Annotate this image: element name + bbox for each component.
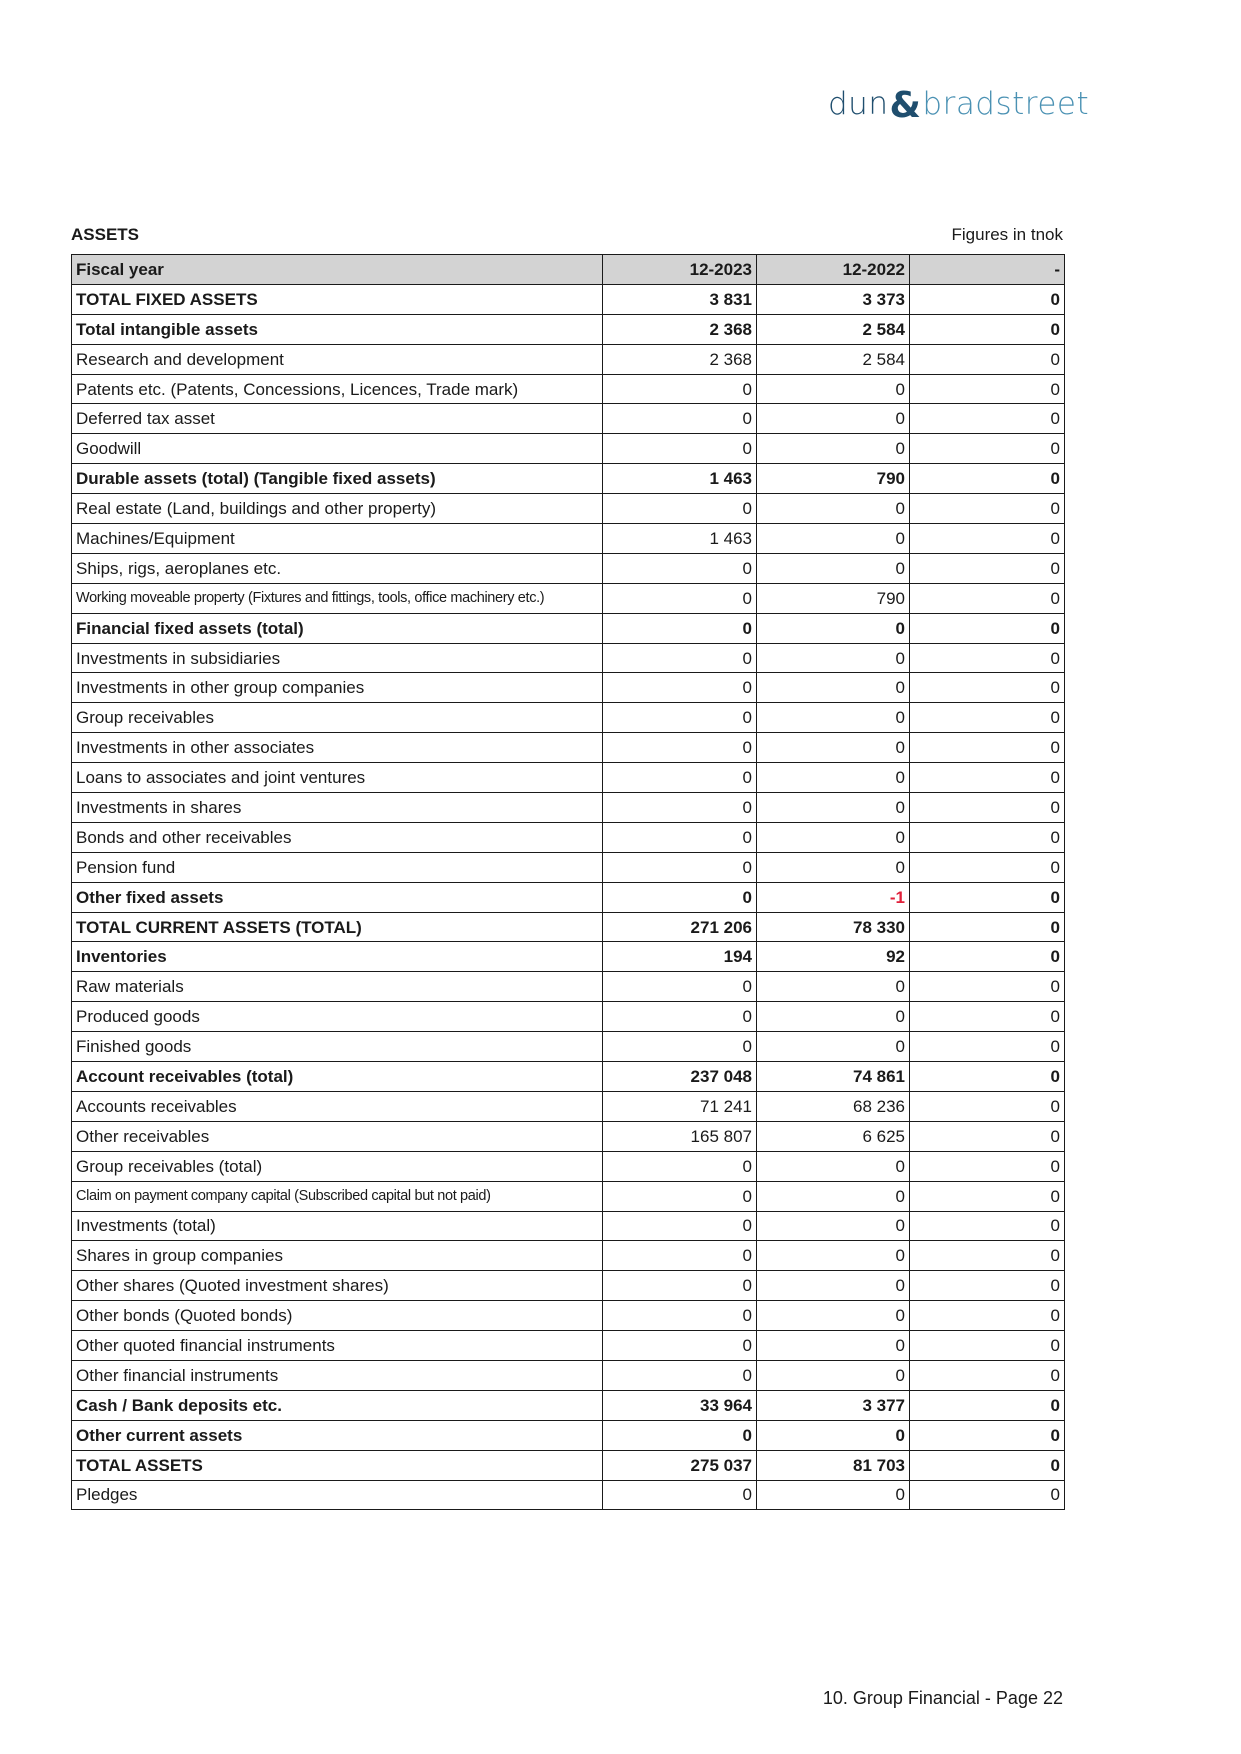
value-12-2022: 0 (757, 1032, 910, 1062)
value-blank-period: 0 (910, 1390, 1065, 1420)
value-12-2023: 33 964 (603, 1390, 757, 1420)
value-12-2023: 271 206 (603, 912, 757, 942)
value-12-2022: 0 (757, 1241, 910, 1271)
value-blank-period: 0 (910, 344, 1065, 374)
value-12-2023: 0 (603, 1032, 757, 1062)
table-row (72, 1121, 1065, 1151)
value-blank-period: 0 (910, 822, 1065, 852)
row-label: Shares in group companies (72, 1241, 603, 1271)
value-12-2023: 0 (603, 972, 757, 1002)
row-label: Accounts receivables (72, 1091, 603, 1121)
row-label: Real estate (Land, buildings and other property) (72, 494, 603, 524)
row-label: Raw materials (72, 972, 603, 1002)
value-12-2023: 0 (603, 1360, 757, 1390)
table-row (72, 1390, 1065, 1420)
value-12-2022: 78 330 (757, 912, 910, 942)
table-row (72, 434, 1065, 464)
value-12-2022: 0 (757, 972, 910, 1002)
value-12-2022: 0 (757, 374, 910, 404)
row-label: TOTAL CURRENT ASSETS (TOTAL) (72, 912, 603, 942)
value-blank-period: 0 (910, 314, 1065, 344)
row-label: Machines/Equipment (72, 524, 603, 554)
value-12-2022: 81 703 (757, 1450, 910, 1480)
value-12-2022: 0 (757, 1002, 910, 1032)
value-12-2022: 74 861 (757, 1062, 910, 1092)
value-blank-period: 0 (910, 1360, 1065, 1390)
row-label: TOTAL FIXED ASSETS (72, 284, 603, 314)
value-12-2023: 0 (603, 1420, 757, 1450)
value-blank-period: 0 (910, 852, 1065, 882)
value-12-2023: 0 (603, 583, 757, 613)
value-12-2022: 0 (757, 852, 910, 882)
row-label: Pension fund (72, 852, 603, 882)
value-12-2023: 0 (603, 1241, 757, 1271)
value-12-2022: 3 377 (757, 1390, 910, 1420)
value-blank-period: 0 (910, 1002, 1065, 1032)
value-12-2023: 1 463 (603, 464, 757, 494)
row-label: Loans to associates and joint ventures (72, 763, 603, 793)
value-12-2023: 0 (603, 1331, 757, 1361)
value-12-2022: 0 (757, 1271, 910, 1301)
table-row (72, 1002, 1065, 1032)
table-row (72, 1032, 1065, 1062)
value-blank-period: 0 (910, 1032, 1065, 1062)
value-12-2022: 0 (757, 703, 910, 733)
value-12-2023: 0 (603, 553, 757, 583)
value-blank-period: 0 (910, 1062, 1065, 1092)
value-12-2022: 0 (757, 822, 910, 852)
table-row (72, 1301, 1065, 1331)
value-blank-period: 0 (910, 1181, 1065, 1211)
column-header-12-2023: 12-2023 (603, 255, 757, 285)
row-label: Patents etc. (Patents, Concessions, Licences, Trade mark) (72, 374, 603, 404)
value-12-2023: 0 (603, 643, 757, 673)
assets-table (71, 254, 1065, 1510)
value-12-2023: 0 (603, 434, 757, 464)
value-blank-period: 0 (910, 673, 1065, 703)
value-12-2022: 0 (757, 494, 910, 524)
row-label: Investments in subsidiaries (72, 643, 603, 673)
table-row (72, 673, 1065, 703)
row-label: Other bonds (Quoted bonds) (72, 1301, 603, 1331)
value-12-2022: 0 (757, 1360, 910, 1390)
table-row (72, 553, 1065, 583)
row-label: Pledges (72, 1480, 603, 1510)
value-12-2022: 6 625 (757, 1121, 910, 1151)
table-row (72, 912, 1065, 942)
row-label: Other shares (Quoted investment shares) (72, 1271, 603, 1301)
row-label: Group receivables (total) (72, 1151, 603, 1181)
row-label: Cash / Bank deposits etc. (72, 1390, 603, 1420)
row-label: Other financial instruments (72, 1360, 603, 1390)
value-blank-period: 0 (910, 404, 1065, 434)
value-blank-period: 0 (910, 882, 1065, 912)
value-12-2022: 68 236 (757, 1091, 910, 1121)
value-12-2023: 0 (603, 1480, 757, 1510)
value-12-2023: 0 (603, 1301, 757, 1331)
column-header-blank-period: - (910, 255, 1065, 285)
value-blank-period: 0 (910, 1271, 1065, 1301)
table-row (72, 524, 1065, 554)
section-title: ASSETS (71, 225, 140, 244)
table-row (72, 1181, 1065, 1211)
table-row (72, 822, 1065, 852)
value-12-2022: -1 (757, 882, 910, 912)
value-12-2023: 0 (603, 1151, 757, 1181)
table-row (72, 1151, 1065, 1181)
table-row (72, 733, 1065, 763)
value-blank-period: 0 (910, 613, 1065, 643)
value-12-2023: 0 (603, 733, 757, 763)
value-blank-period: 0 (910, 494, 1065, 524)
value-12-2023: 237 048 (603, 1062, 757, 1092)
table-row (72, 972, 1065, 1002)
table-row (72, 1062, 1065, 1092)
row-label: Other fixed assets (72, 882, 603, 912)
value-12-2023: 1 463 (603, 524, 757, 554)
value-blank-period: 0 (910, 1091, 1065, 1121)
value-12-2023: 275 037 (603, 1450, 757, 1480)
value-blank-period: 0 (910, 1301, 1065, 1331)
table-row (72, 643, 1065, 673)
value-12-2022: 0 (757, 1420, 910, 1450)
table-row (72, 613, 1065, 643)
value-12-2023: 0 (603, 1181, 757, 1211)
value-12-2022: 0 (757, 643, 910, 673)
value-12-2022: 0 (757, 1480, 910, 1510)
value-12-2023: 2 368 (603, 314, 757, 344)
row-label: Investments in other group companies (72, 673, 603, 703)
value-blank-period: 0 (910, 1211, 1065, 1241)
value-12-2023: 0 (603, 882, 757, 912)
table-row (72, 703, 1065, 733)
table-row (72, 494, 1065, 524)
table-row (72, 1450, 1065, 1480)
value-blank-period: 0 (910, 942, 1065, 972)
table-header-row (72, 255, 1065, 285)
value-12-2022: 0 (757, 404, 910, 434)
page-footer: 10. Group Financial - Page 22 (822, 1688, 1063, 1708)
logo-text-bradstreet: bradstreet (922, 86, 1090, 122)
value-12-2023: 194 (603, 942, 757, 972)
value-12-2022: 92 (757, 942, 910, 972)
value-12-2023: 0 (603, 374, 757, 404)
value-blank-period: 0 (910, 733, 1065, 763)
value-blank-period: 0 (910, 524, 1065, 554)
value-blank-period: 0 (910, 703, 1065, 733)
column-header-fiscal-year: Fiscal year (72, 255, 603, 285)
units-note: Figures in tnok (951, 225, 1063, 244)
row-label: Account receivables (total) (72, 1062, 603, 1092)
value-12-2023: 71 241 (603, 1091, 757, 1121)
value-12-2022: 0 (757, 1331, 910, 1361)
table-row (72, 464, 1065, 494)
value-blank-period: 0 (910, 763, 1065, 793)
value-blank-period: 0 (910, 1450, 1065, 1480)
row-label: Goodwill (72, 434, 603, 464)
table-row (72, 1331, 1065, 1361)
value-12-2023: 0 (603, 703, 757, 733)
row-label: Durable assets (total) (Tangible fixed assets) (72, 464, 603, 494)
value-blank-period: 0 (910, 1331, 1065, 1361)
value-blank-period: 0 (910, 912, 1065, 942)
value-12-2023: 0 (603, 1271, 757, 1301)
table-row (72, 284, 1065, 314)
value-12-2023: 165 807 (603, 1121, 757, 1151)
table-row (72, 1271, 1065, 1301)
table-body (72, 284, 1065, 1510)
value-blank-period: 0 (910, 1241, 1065, 1271)
value-12-2022: 2 584 (757, 344, 910, 374)
row-label: Working moveable property (Fixtures and fittings, tools, office machinery etc.) (72, 583, 603, 613)
table-row (72, 1211, 1065, 1241)
table-row (72, 793, 1065, 823)
value-blank-period: 0 (910, 553, 1065, 583)
value-12-2023: 0 (603, 852, 757, 882)
table-row (72, 942, 1065, 972)
value-12-2022: 0 (757, 733, 910, 763)
value-12-2023: 2 368 (603, 344, 757, 374)
value-12-2023: 0 (603, 1002, 757, 1032)
value-12-2023: 0 (603, 793, 757, 823)
row-label: Other quoted financial instruments (72, 1331, 603, 1361)
value-12-2022: 790 (757, 583, 910, 613)
value-12-2022: 0 (757, 1211, 910, 1241)
value-blank-period: 0 (910, 1121, 1065, 1151)
table-row (72, 583, 1065, 613)
row-label: Produced goods (72, 1002, 603, 1032)
value-12-2022: 0 (757, 793, 910, 823)
value-12-2022: 0 (757, 673, 910, 703)
value-12-2022: 0 (757, 1151, 910, 1181)
row-label: Finished goods (72, 1032, 603, 1062)
value-12-2022: 0 (757, 524, 910, 554)
table-row (72, 1480, 1065, 1510)
table-row (72, 763, 1065, 793)
value-12-2023: 0 (603, 1211, 757, 1241)
value-12-2022: 0 (757, 613, 910, 643)
value-blank-period: 0 (910, 464, 1065, 494)
table-row (72, 1420, 1065, 1450)
table-row (72, 852, 1065, 882)
row-label: Ships, rigs, aeroplanes etc. (72, 553, 603, 583)
row-label: Research and development (72, 344, 603, 374)
value-blank-period: 0 (910, 434, 1065, 464)
value-blank-period: 0 (910, 583, 1065, 613)
value-12-2023: 0 (603, 763, 757, 793)
value-12-2022: 790 (757, 464, 910, 494)
value-12-2022: 2 584 (757, 314, 910, 344)
value-12-2022: 0 (757, 1181, 910, 1211)
row-label: TOTAL ASSETS (72, 1450, 603, 1480)
table-row (72, 882, 1065, 912)
value-blank-period: 0 (910, 1480, 1065, 1510)
row-label: Total intangible assets (72, 314, 603, 344)
row-label: Investments in shares (72, 793, 603, 823)
value-12-2022: 0 (757, 1301, 910, 1331)
table-row (72, 404, 1065, 434)
value-12-2023: 0 (603, 404, 757, 434)
value-12-2023: 0 (603, 494, 757, 524)
value-12-2023: 0 (603, 613, 757, 643)
value-blank-period: 0 (910, 643, 1065, 673)
row-label: Bonds and other receivables (72, 822, 603, 852)
value-12-2022: 0 (757, 434, 910, 464)
logo-ampersand-icon: & (889, 85, 922, 126)
row-label: Other receivables (72, 1121, 603, 1151)
value-blank-period: 0 (910, 284, 1065, 314)
table-row (72, 374, 1065, 404)
value-blank-period: 0 (910, 972, 1065, 1002)
logo-text-dun: dun (828, 86, 889, 122)
value-blank-period: 0 (910, 1420, 1065, 1450)
value-12-2023: 0 (603, 673, 757, 703)
row-label: Group receivables (72, 703, 603, 733)
value-12-2022: 0 (757, 763, 910, 793)
value-blank-period: 0 (910, 374, 1065, 404)
row-label: Deferred tax asset (72, 404, 603, 434)
dun-bradstreet-logo (828, 78, 1090, 126)
row-label: Other current assets (72, 1420, 603, 1450)
table-row (72, 314, 1065, 344)
value-12-2023: 0 (603, 822, 757, 852)
row-label: Financial fixed assets (total) (72, 613, 603, 643)
table-row (72, 1241, 1065, 1271)
value-12-2023: 3 831 (603, 284, 757, 314)
column-header-12-2022: 12-2022 (757, 255, 910, 285)
value-12-2022: 3 373 (757, 284, 910, 314)
value-blank-period: 0 (910, 1151, 1065, 1181)
row-label: Investments (total) (72, 1211, 603, 1241)
table-row (72, 1360, 1065, 1390)
row-label: Investments in other associates (72, 733, 603, 763)
table-row (72, 1091, 1065, 1121)
table-row (72, 344, 1065, 374)
value-blank-period: 0 (910, 793, 1065, 823)
value-12-2022: 0 (757, 553, 910, 583)
row-label: Claim on payment company capital (Subscribed capital but not paid) (72, 1181, 603, 1211)
row-label: Inventories (72, 942, 603, 972)
